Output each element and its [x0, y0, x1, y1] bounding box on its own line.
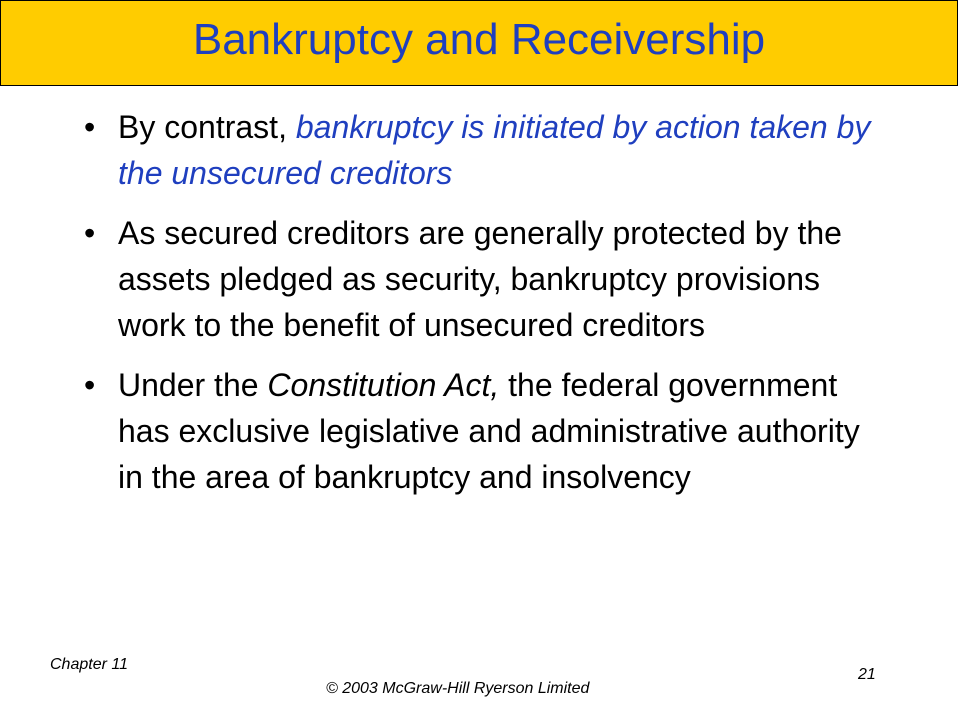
- bullet-dot: •: [84, 215, 96, 251]
- bullet-text: Under the: [118, 367, 268, 403]
- bullet-dot: •: [84, 109, 96, 145]
- title-bar: [0, 0, 958, 86]
- footer-copyright: © 2003 McGraw-Hill Ryerson Limited: [326, 680, 590, 697]
- bullet-item: [84, 362, 884, 500]
- bullet-item: [84, 104, 884, 196]
- bullet-text: By contrast,: [118, 109, 296, 145]
- footer-page-number: 21: [858, 666, 876, 683]
- bullet-emphasis-text: bankruptcy is initiated by action taken by the unsecured creditors: [118, 109, 871, 191]
- footer-chapter: Chapter 11: [50, 656, 128, 673]
- bullet-italic-text: Constitution Act,: [267, 367, 500, 403]
- bullet-item: [84, 210, 884, 348]
- slide-title: Bankruptcy and Receivership: [192, 15, 766, 64]
- bullet-text: As secured creditors are generally protected by the assets pledged as security, bankruptcy provisions work to the benefit of unsecured creditors: [118, 215, 842, 343]
- bullet-dot: •: [84, 367, 96, 403]
- bullet-text: the federal government has exclusive legislative and administrative authority in the area of bankruptcy and insolvency: [118, 367, 860, 495]
- bullet-list: [84, 104, 884, 514]
